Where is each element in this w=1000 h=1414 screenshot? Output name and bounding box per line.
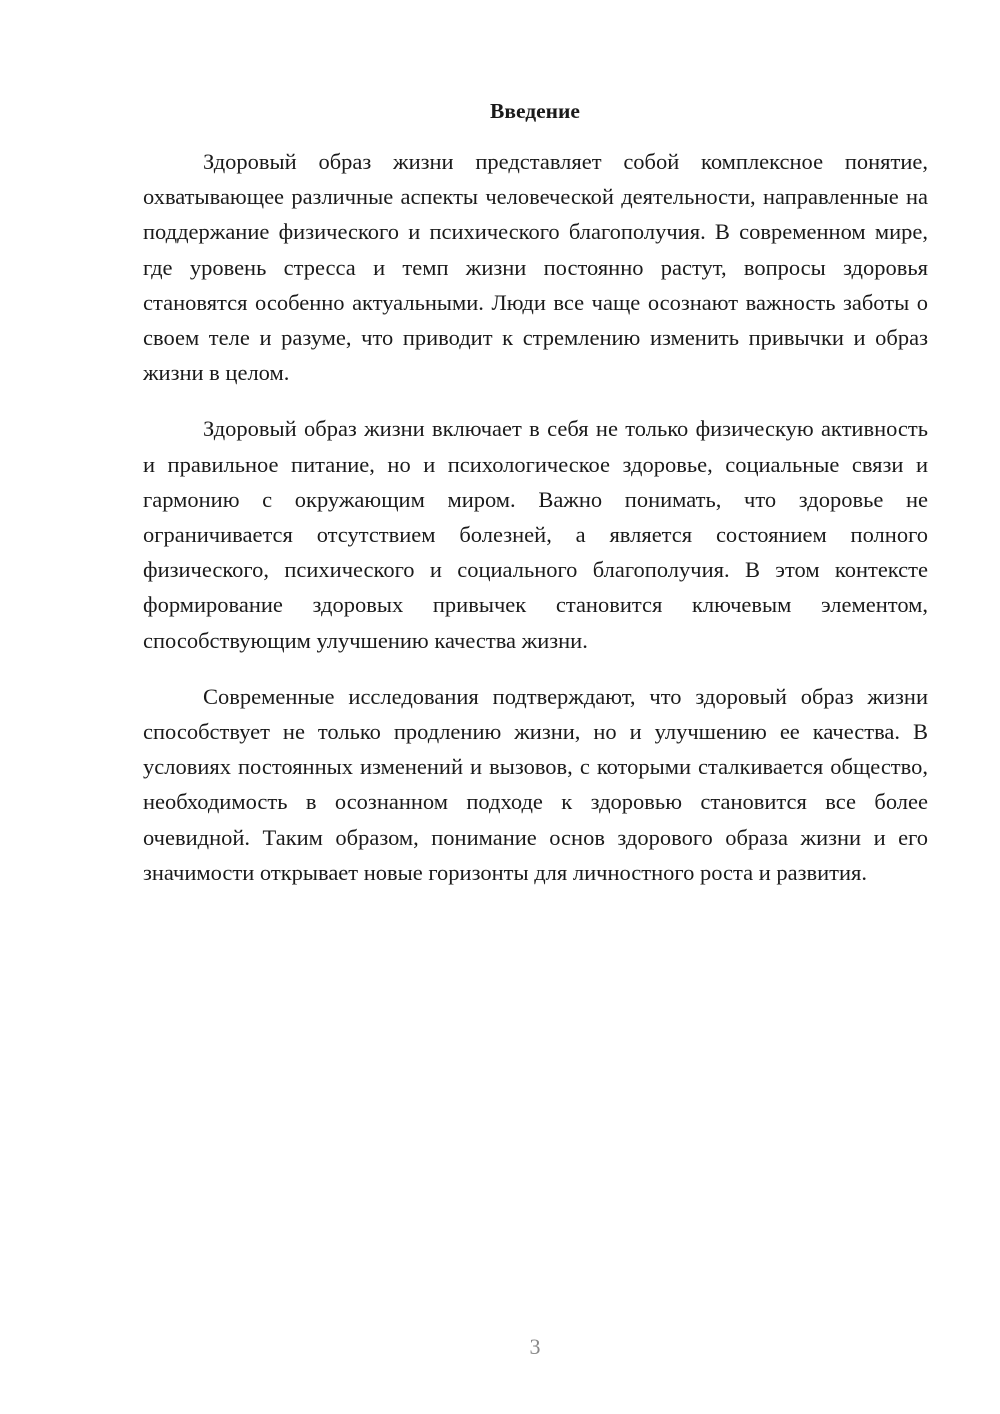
page-title: Введение: [490, 99, 580, 123]
page-number: 3: [529, 1334, 541, 1359]
paragraph: Здоровый образ жизни представляет собой комплексное понятие, охватывающее различные аспекты человеческой деятельности, направленные на поддержание физического и психического благополучия. В современном мире, где уровень стресса и темп жизни постоянно растут, вопросы здоровья становятся особенно актуальными. Люди все чаще осознают важность заботы о своем теле и разуме, что приводит к стремлению изменить привычки и образ жизни в целом.: [143, 149, 928, 386]
paragraph: Здоровый образ жизни включает в себя не только физическую активность и правильное питание, но и психологическое здоровье, социальные связи и гармонию с окружающим миром. Важно понимать, что здоровье не ограничивается отсутствием болезней, а является состоянием полного физического, психического и социального благополучия. В этом контексте формирование здоровых привычек становится ключевым элементом, способствующим улучшению качества жизни.: [143, 416, 928, 653]
body-text: [143, 144, 928, 911]
paragraph: Современные исследования подтверждают, что здоровый образ жизни способствует не только продлению жизни, но и улучшению ее качества. В условиях постоянных изменений и вызовов, с которыми сталкивается общество, необходимость в осознанном подходе к здоровью становится все более очевидной. Таким образом, понимание основ здорового образа жизни и его значимости открывает новые горизонты для личностного роста и развития.: [143, 683, 928, 885]
